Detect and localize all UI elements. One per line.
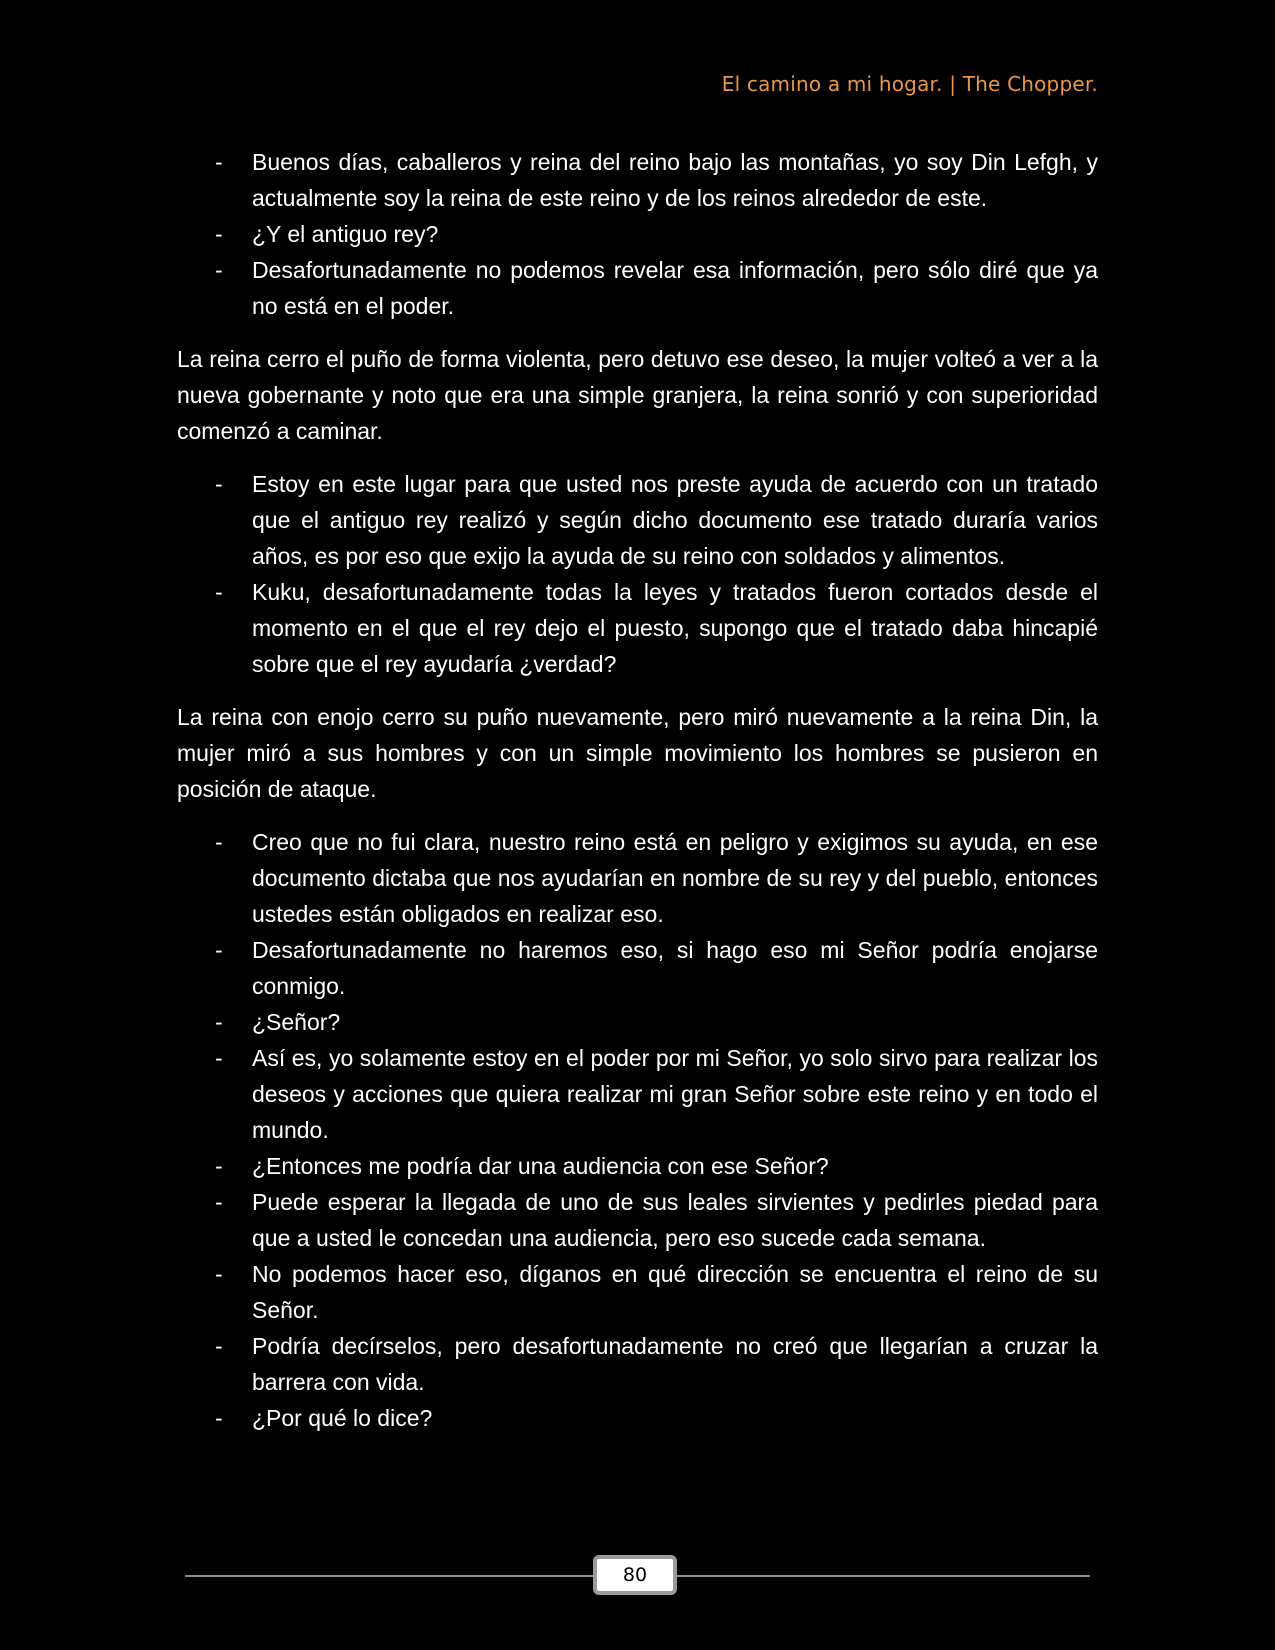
dialogue-line (177, 1148, 1098, 1184)
dialogue-dash: - (215, 1189, 223, 1215)
dialogue-text: Así es, yo solamente estoy en el poder por mi Señor, yo solo sirvo para realizar los deseos y acciones que quiera realizar mi gran Señor sobre este reino y en todo el mundo. (252, 1045, 1098, 1143)
dialogue-text: Kuku, desafortunadamente todas la leyes y tratados fueron cortados desde el momento en el que el rey dejo el puesto, supongo que el tratado daba hincapié sobre que el rey ayudaría ¿verdad? (252, 579, 1098, 677)
dialogue-text: ¿Por qué lo dice? (252, 1405, 433, 1431)
dialogue-line (177, 466, 1098, 574)
dialogue-text: ¿Y el antiguo rey? (252, 221, 439, 247)
dialogue-dash: - (215, 829, 223, 855)
dialogue-dash: - (215, 149, 223, 175)
dialogue-dash: - (215, 937, 223, 963)
dialogue-dash: - (215, 1333, 223, 1359)
dialogue-dash: - (215, 1261, 223, 1287)
dialogue-dash: - (215, 1153, 223, 1179)
dialogue-dash: - (215, 1045, 223, 1071)
dialogue-line (177, 1328, 1098, 1400)
dialogue-text: ¿Entonces me podría dar una audiencia con ese Señor? (252, 1153, 829, 1179)
narrative-paragraph: La reina cerro el puño de forma violenta, pero detuvo ese deseo, la mujer volteó a ver a la nueva gobernante y noto que era una simple granjera, la reina sonrió y con superioridad comenzó a caminar. (177, 346, 1098, 444)
dialogue-line (177, 144, 1098, 216)
dialogue-text: No podemos hacer eso, díganos en qué dirección se encuentra el reino de su Señor. (252, 1261, 1098, 1323)
running-header: El camino a mi hogar. | The Chopper. (721, 72, 1098, 96)
dialogue-text: Podría decírselos, pero desafortunadamente no creó que llegarían a cruzar la barrera con vida. (252, 1333, 1098, 1395)
dialogue-line (177, 252, 1098, 324)
dialogue-line (177, 1256, 1098, 1328)
dialogue-line (177, 824, 1098, 932)
page-number: 80 (593, 1555, 677, 1595)
dialogue-dash: - (215, 1009, 223, 1035)
dialogue-dash: - (215, 579, 223, 605)
dialogue-text: Puede esperar la llegada de uno de sus leales sirvientes y pedirles piedad para que a usted le concedan una audiencia, pero eso sucede cada semana. (252, 1189, 1098, 1251)
dialogue-text: Estoy en este lugar para que usted nos preste ayuda de acuerdo con un tratado que el antiguo rey realizó y según dicho documento ese tratado duraría varios años, es por eso que exijo la ayuda de su reino con soldados y alimentos. (252, 471, 1098, 569)
dialogue-text: Buenos días, caballeros y reina del reino bajo las montañas, yo soy Din Lefgh, y actualmente soy la reina de este reino y de los reinos alrededor de este. (252, 149, 1098, 211)
narrative-paragraph: La reina con enojo cerro su puño nuevamente, pero miró nuevamente a la reina Din, la mujer miró a sus hombres y con un simple movimiento los hombres se pusieron en posición de ataque. (177, 704, 1098, 802)
dialogue-line (177, 1184, 1098, 1256)
dialogue-line (177, 574, 1098, 682)
dialogue-text: Creo que no fui clara, nuestro reino está en peligro y exigimos su ayuda, en ese documento dictaba que nos ayudarían en nombre de su rey y del pueblo, entonces ustedes están obligados en realizar eso. (252, 829, 1098, 927)
dialogue-dash: - (215, 221, 223, 247)
dialogue-dash: - (215, 257, 223, 283)
dialogue-dash: - (215, 1405, 223, 1431)
dialogue-line (177, 1400, 1098, 1436)
dialogue-line (177, 1004, 1098, 1040)
dialogue-dash: - (215, 471, 223, 497)
dialogue-line (177, 216, 1098, 252)
dialogue-line (177, 932, 1098, 1004)
dialogue-text: Desafortunadamente no haremos eso, si hago eso mi Señor podría enojarse conmigo. (252, 937, 1098, 999)
page-body (177, 144, 1098, 1436)
dialogue-line (177, 1040, 1098, 1148)
dialogue-text: Desafortunadamente no podemos revelar esa información, pero sólo diré que ya no está en el poder. (252, 257, 1098, 319)
dialogue-text: ¿Señor? (252, 1009, 341, 1035)
